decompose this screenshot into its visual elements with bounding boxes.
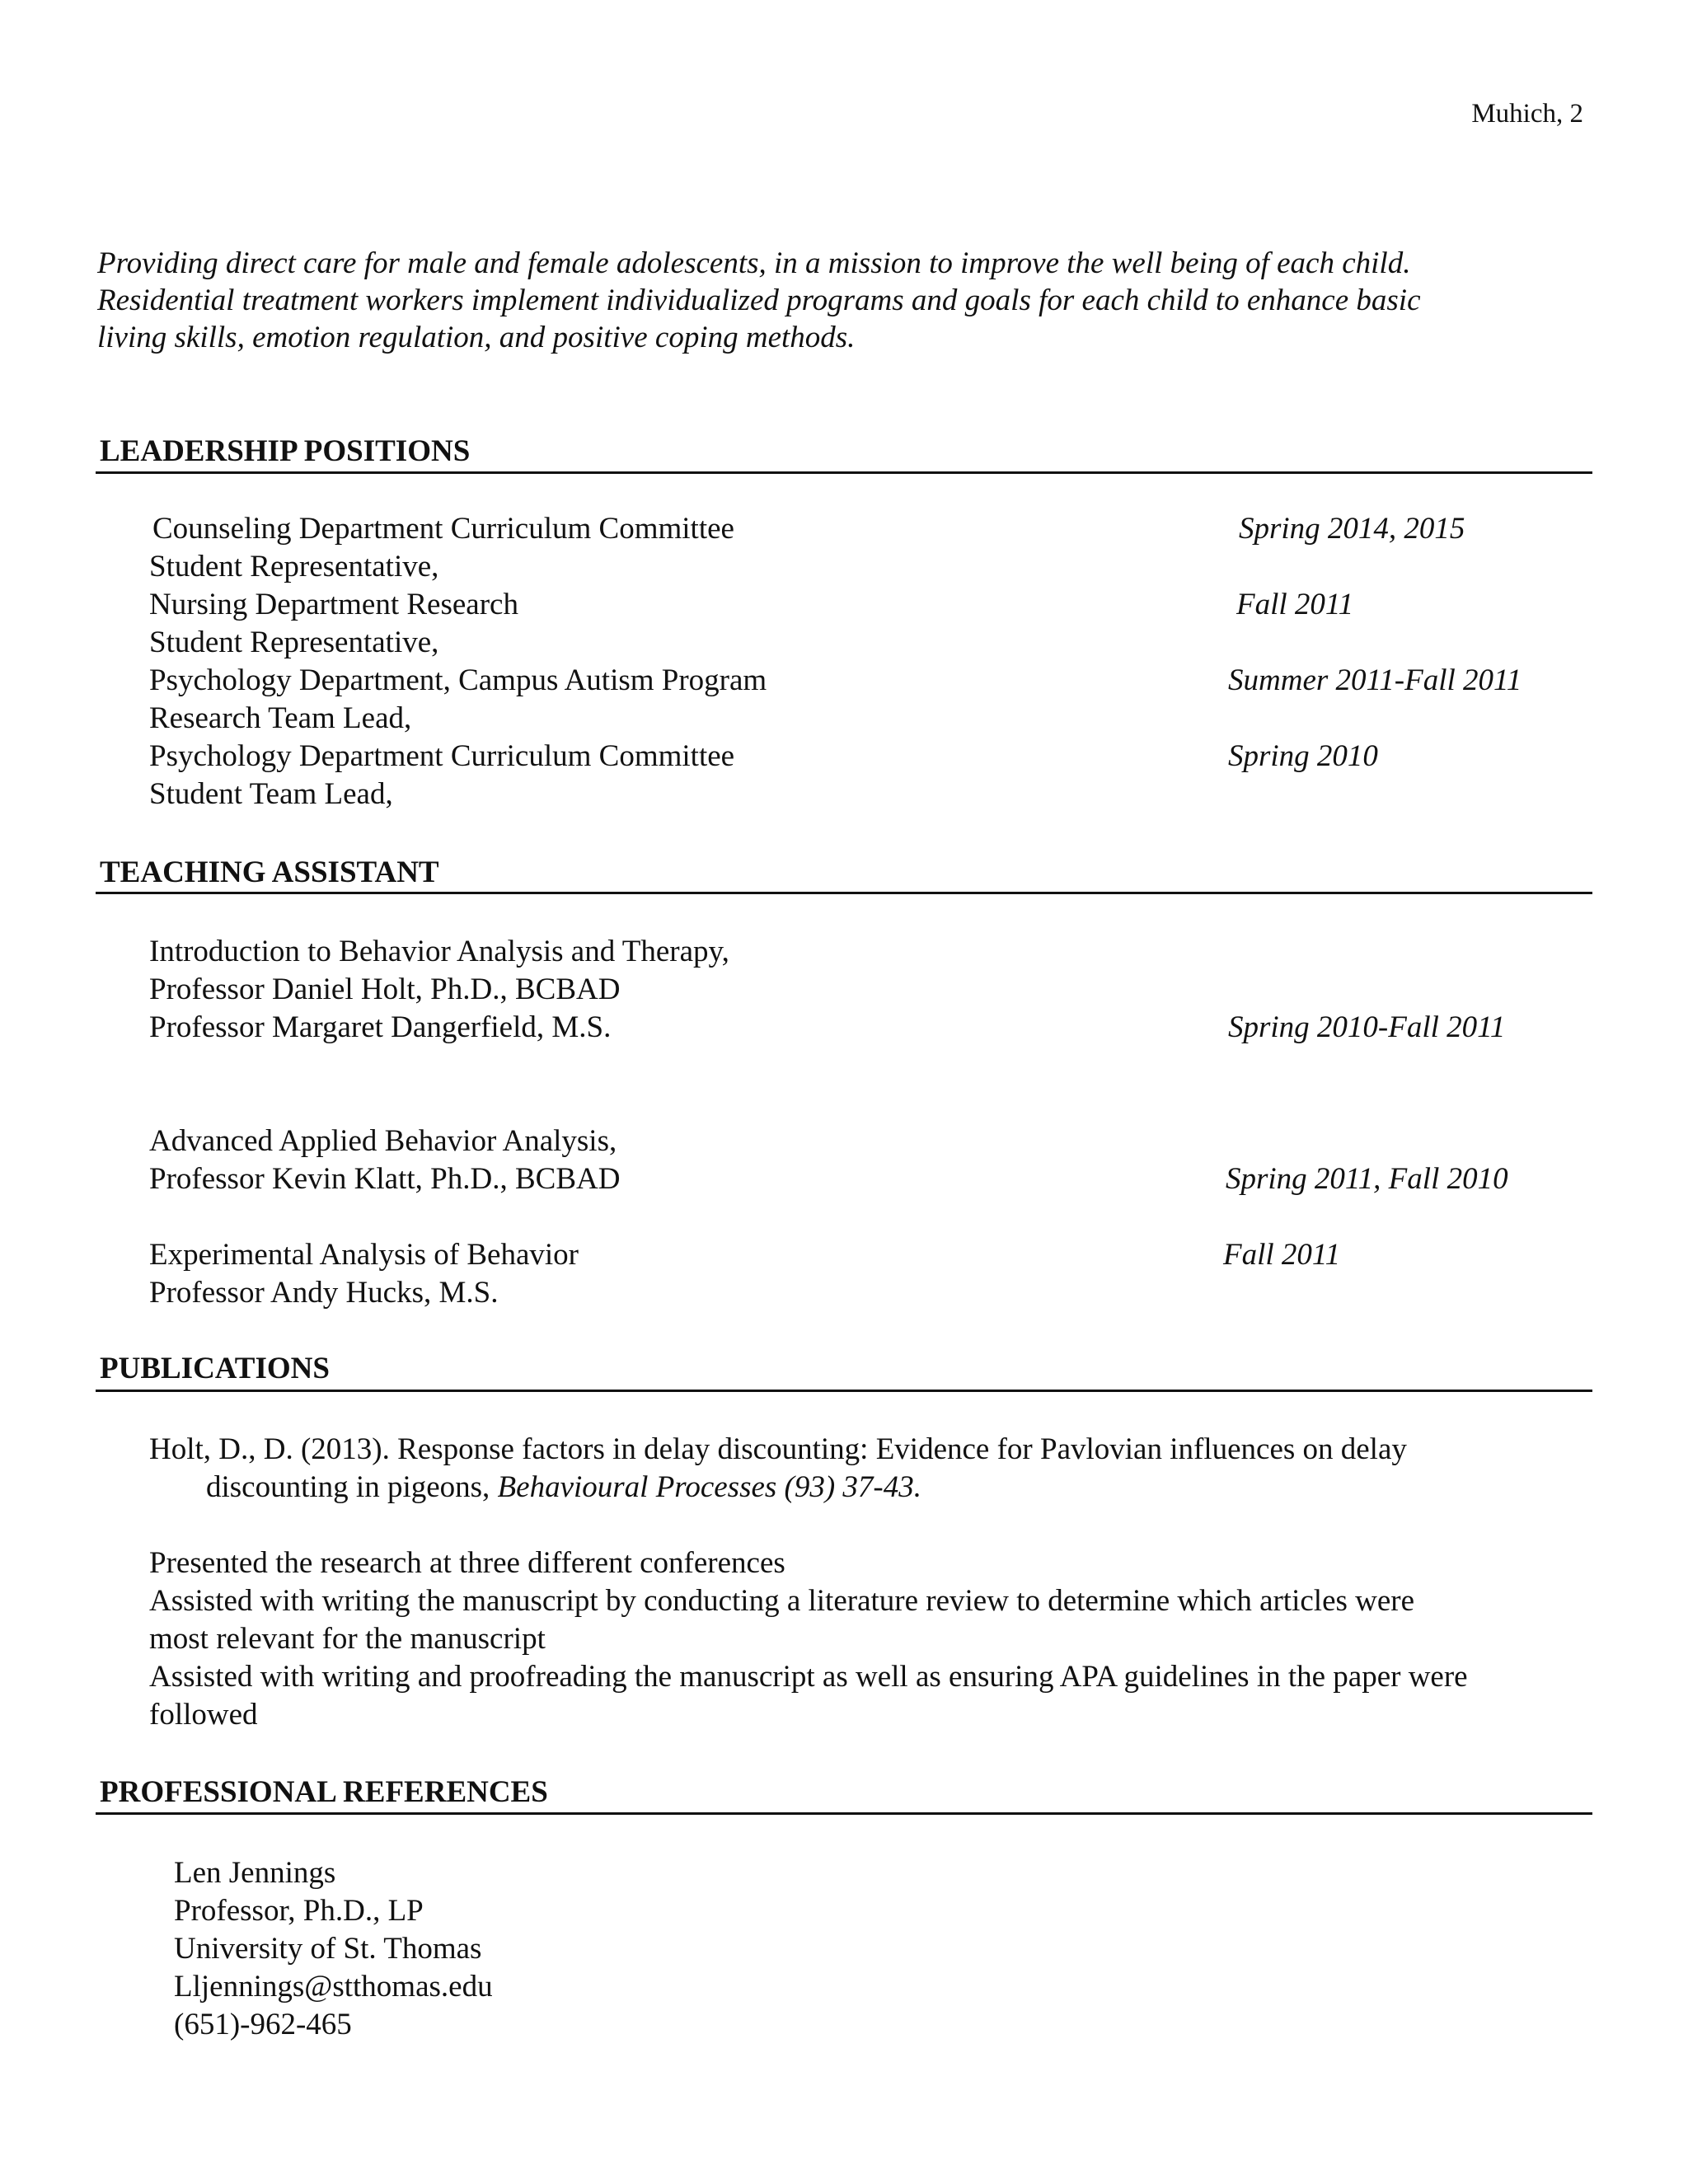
publication-citation-line-2 (206, 1469, 921, 1507)
teaching-course-3-prof-1: Professor Andy Hucks, M.S. (149, 1276, 499, 1310)
leadership-entry-4-role: Student Team Lead, (149, 777, 393, 811)
teaching-course-1-title: Introduction to Behavior Analysis and Therapy, (149, 935, 729, 968)
leadership-rule (96, 471, 1592, 474)
publication-citation-plain: discounting in pigeons, (206, 1470, 498, 1504)
reference-email: Lljennings@stthomas.edu (174, 1970, 493, 2004)
leadership-entry-2-title: Nursing Department Research (149, 588, 518, 621)
leadership-entry-4-date: Spring 2010 (1228, 739, 1378, 773)
teaching-heading: TEACHING ASSISTANT (100, 855, 439, 889)
leadership-entry-3-date: Summer 2011-Fall 2011 (1228, 663, 1522, 697)
reference-institution: University of St. Thomas (174, 1932, 482, 1966)
teaching-course-3-date: Fall 2011 (1223, 1238, 1341, 1272)
publication-journal: Behavioural Processes (93) 37-43. (497, 1470, 922, 1504)
publication-citation-line-1: Holt, D., D. (2013). Response factors in delay discounting: Evidence for Pavlovian influences on delay (149, 1432, 1407, 1466)
teaching-course-1-prof-1: Professor Daniel Holt, Ph.D., BCBAD (149, 972, 621, 1006)
leadership-entry-2-role: Student Representative, (149, 626, 439, 659)
publication-bullet-1: Presented the research at three different conferences (149, 1546, 785, 1580)
intro-line-1: Providing direct care for male and female adolescents, in a mission to improve the well being of each child. (97, 246, 1411, 280)
reference-title: Professor, Ph.D., LP (174, 1894, 424, 1928)
leadership-entry-1-date: Spring 2014, 2015 (1239, 512, 1465, 546)
leadership-entry-1-role: Student Representative, (149, 550, 439, 583)
publication-bullet-3: Assisted with writing and proofreading the manuscript as well as ensuring APA guidelines in the paper were (149, 1660, 1468, 1694)
reference-name: Len Jennings (174, 1856, 336, 1890)
page-label: Muhich, 2 (1471, 99, 1583, 129)
leadership-entry-4-title: Psychology Department Curriculum Committee (149, 739, 735, 773)
references-rule (96, 1812, 1592, 1815)
publication-bullet-2: Assisted with writing the manuscript by conducting a literature review to determine which articles were (149, 1584, 1415, 1618)
references-heading: PROFESSIONAL REFERENCES (100, 1775, 548, 1809)
publication-bullet-3-cont: followed (149, 1698, 258, 1732)
intro-line-2: Residential treatment workers implement individualized programs and goals for each child to enhance basic (97, 284, 1421, 317)
publications-rule (96, 1390, 1592, 1392)
leadership-heading: LEADERSHIP POSITIONS (100, 434, 471, 468)
intro-line-3: living skills, emotion regulation, and positive coping methods. (97, 321, 856, 354)
teaching-course-2-date: Spring 2011, Fall 2010 (1226, 1162, 1508, 1196)
publication-bullet-2-cont: most relevant for the manuscript (149, 1622, 546, 1656)
teaching-course-2-title: Advanced Applied Behavior Analysis, (149, 1124, 617, 1158)
teaching-course-1-date: Spring 2010-Fall 2011 (1228, 1010, 1506, 1044)
teaching-course-3-title: Experimental Analysis of Behavior (149, 1238, 579, 1272)
leadership-entry-2-date: Fall 2011 (1236, 588, 1354, 621)
teaching-rule (96, 892, 1592, 894)
leadership-entry-3-title: Psychology Department, Campus Autism Program (149, 663, 767, 697)
teaching-course-1-prof-2: Professor Margaret Dangerfield, M.S. (149, 1010, 612, 1044)
teaching-course-2-prof-1: Professor Kevin Klatt, Ph.D., BCBAD (149, 1162, 621, 1196)
leadership-entry-1-title: Counseling Department Curriculum Committee (152, 512, 734, 546)
reference-phone: (651)-962-465 (174, 2008, 352, 2041)
leadership-entry-3-role: Research Team Lead, (149, 701, 412, 735)
publications-heading: PUBLICATIONS (100, 1352, 330, 1385)
